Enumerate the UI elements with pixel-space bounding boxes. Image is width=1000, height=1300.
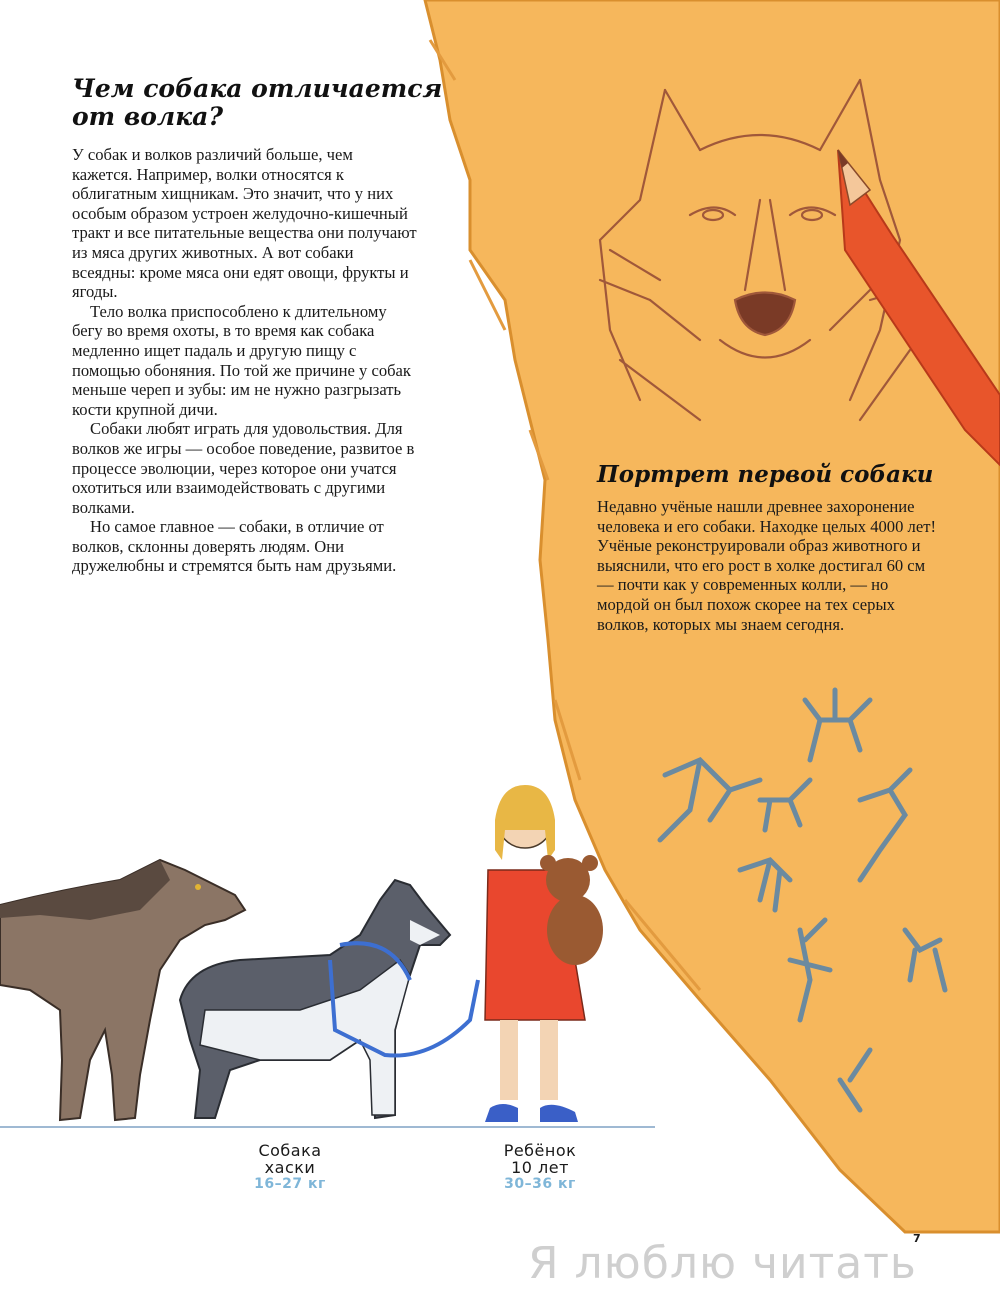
paragraph: Но самое главное — собаки, в отличие от волков, склонны доверять людям. Они дружелюбны и стремятся быть нам друзьями. <box>72 517 397 576</box>
label-name: хаски <box>264 1158 316 1177</box>
article-body <box>72 145 417 576</box>
paragraph: Недавно учёные нашли древнее захоронение человека и его собаки. Находке целых 4000 лет! Учёные реконструировали образ животного и выяснили, что его рост в холке достигал 60 см — почти как у современных колли, — но мордой он был похож скорее на тех серых волков, которых мы знаем сегодня. <box>597 497 936 634</box>
watermark: Я люблю читать <box>528 1238 917 1289</box>
label-weight: 16–27 кг <box>254 1176 326 1192</box>
article-title: Чем собака отличается от волка? <box>72 74 443 131</box>
sidebar-body <box>597 497 937 634</box>
sidebar-title: Портрет первой собаки <box>597 461 934 488</box>
husky-size-label <box>235 1142 345 1193</box>
label-name: Собака <box>258 1141 322 1160</box>
label-weight: 30–36 кг <box>504 1176 576 1192</box>
page-number: 7 <box>913 1232 921 1245</box>
child-size-label <box>480 1142 600 1193</box>
paragraph: Собаки любят играть для удовольствия. Для волков же игры — особое поведение, развитое в процессе эволюции, через которое они учатся охотиться или взаимодействовать с другими волками. <box>72 419 415 517</box>
label-name: 10 лет <box>511 1158 569 1177</box>
paragraph: Тело волка приспособлено к длительному бегу во время охоты, в то время как собака медленно ищет падаль и другую пищу с помощью обоняния. По той же причине у собак меньше череп и зубы: им не нужно разгрызать кости крупной дичи. <box>72 301 411 419</box>
paragraph: У собак и волков различий больше, чем кажется. Например, волки относятся к облигатным хищникам. Это значит, что у них особым образом устроен желудочно-кишечный тракт и все питательные вещества они получают из мяса других животных. А вот собаки всеядны: кроме мяса они едят овощи, фрукты и ягоды. <box>72 145 417 302</box>
label-name: Ребёнок <box>503 1141 577 1160</box>
girl-illustration <box>485 785 603 1122</box>
